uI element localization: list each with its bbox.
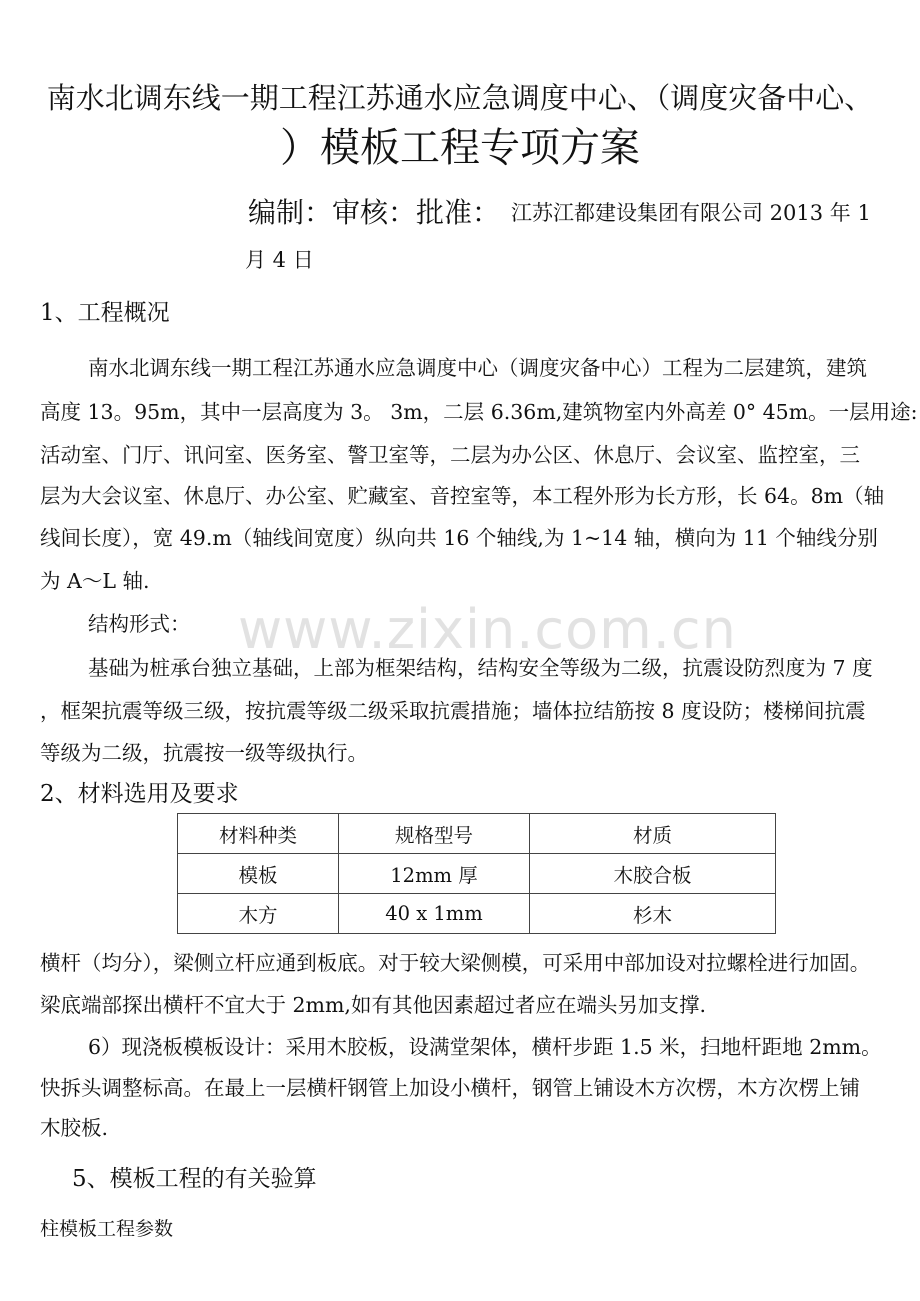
- paragraph-line: 等级为二级，抗震按一级等级执行。: [40, 741, 368, 765]
- paragraph-line: 快拆头调整标高。在最上一层横杆钢管上加设小横杆，钢管上铺设木方次楞，木方次楞上铺: [40, 1076, 860, 1100]
- table-cell: 木方: [178, 894, 339, 934]
- materials-table: [177, 813, 776, 934]
- table-header-row: [178, 814, 776, 854]
- paragraph-line: 6）现浇板模板设计：采用木胶板，设满堂架体，横杆步距 1.5 米，扫地杆距地 2mm。: [88, 1035, 882, 1059]
- signoff-date-continued: 月 4 日: [245, 248, 314, 272]
- paragraph-line: 木胶板.: [40, 1116, 109, 1140]
- paragraph-line: 活动室、门厅、讯问室、医务室、警卫室等，二层为办公区、休息厅、会议室、监控室，三: [40, 443, 860, 467]
- paragraph-line: 基础为桩承台独立基础，上部为框架结构，结构安全等级为二级，抗震设防烈度为 7 度: [88, 656, 873, 680]
- table-header-cell: 规格型号: [339, 814, 530, 854]
- watermark: www.zixin.com.cn: [238, 598, 737, 661]
- section-1-heading: 1、工程概况: [40, 300, 170, 326]
- section-5-heading: 5、模板工程的有关验算: [72, 1166, 317, 1192]
- section-2-heading: 2、材料选用及要求: [40, 781, 239, 807]
- paragraph-line: 线间长度），宽 49.m（轴线间宽度）纵向共 16 个轴线,为 1~14 轴，横向为 11 个轴线分别: [40, 526, 878, 550]
- table-cell: 40 x 1mm: [339, 894, 530, 934]
- column-formwork-params-label: 柱模板工程参数: [40, 1218, 174, 1240]
- paragraph-line: 梁底端部探出横杆不宜大于 2mm,如有其他因素超过者应在端头另加支撑.: [40, 993, 706, 1017]
- paragraph-line: 层为大会议室、休息厅、办公室、贮藏室、音控室等，本工程外形为长方形，长 64。8m（轴: [40, 484, 885, 508]
- signoff-labels: 编制：审核：批准：: [248, 196, 501, 229]
- paragraph-line: 横杆（均分），梁侧立杆应通到板底。对于较大梁侧模，可采用中部加设对拉螺栓进行加固。: [40, 951, 871, 975]
- table-cell: 杉木: [530, 894, 776, 934]
- paragraph-line: 南水北调东线一期工程江苏通水应急调度中心（调度灾备中心）工程为二层建筑，建筑: [88, 356, 867, 380]
- table-row: [178, 894, 776, 934]
- paragraph-line: 高度 13。95m，其中一层高度为 3。 3m，二层 6.36m,建筑物室内外高差 0° 45m。一层用途:: [40, 400, 918, 424]
- signoff-org-date: 江苏江都建设集团有限公司 2013 年 1: [511, 201, 871, 225]
- table-row: [178, 854, 776, 894]
- table-header-cell: 材质: [530, 814, 776, 854]
- document-title-line-1: 南水北调东线一期工程江苏通水应急调度中心、（调度灾备中心、: [46, 81, 874, 115]
- document-title-line-2: ）模板工程专项方案: [280, 125, 640, 171]
- table-header-cell: 材料种类: [178, 814, 339, 854]
- table-cell: 12mm 厚: [339, 854, 530, 894]
- paragraph-line: ，框架抗震等级三级，按抗震等级二级采取抗震措施；墙体拉结筋按 8 度设防；楼梯间抗震: [40, 699, 866, 723]
- paragraph-line: 为 A～L 轴.: [40, 569, 150, 593]
- structure-form-label: 结构形式：: [88, 612, 191, 636]
- table-cell: 模板: [178, 854, 339, 894]
- table-cell: 木胶合板: [530, 854, 776, 894]
